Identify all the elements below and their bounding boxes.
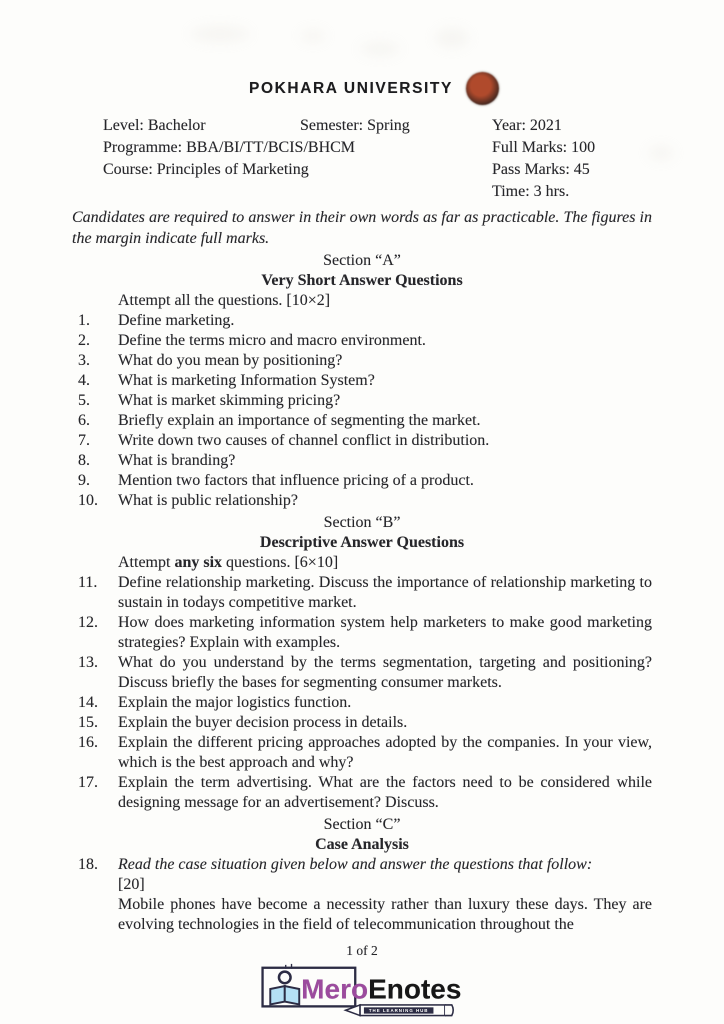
question-number: 3. [78, 352, 90, 369]
question-body [118, 693, 652, 713]
meroenotes-logo [259, 961, 465, 1017]
question-body [118, 573, 652, 613]
page-title: POKHARA UNIVERSITY [249, 79, 453, 97]
scan-smudge [648, 146, 674, 160]
attempt-prefix: Attempt [118, 554, 175, 571]
question-text: Define the terms micro and macro environment. [118, 332, 426, 349]
year-field: Year: 2021 [492, 117, 562, 134]
question-number: 2. [78, 332, 90, 349]
question-row [72, 491, 652, 511]
question-row [72, 371, 652, 391]
question-text: Mobile phones have become a necessity rather than luxury these days. They are evolving technologies in the field of telecommunication throughout the [118, 896, 652, 933]
question-text: Briefly explain an importance of segmenting the market. [118, 412, 481, 429]
question-number: 17. [78, 774, 98, 791]
section-c-title: Case Analysis [315, 836, 409, 853]
section-b-attempt-note [118, 553, 652, 573]
header [84, 0, 664, 105]
question-row [72, 311, 652, 331]
question-body [118, 773, 652, 813]
question-row [72, 431, 652, 451]
question-body [118, 855, 652, 935]
question-text: Define relationship marketing. Discuss the importance of relationship marketing to sustain in todays competitive market. [118, 574, 652, 611]
question-text: How does marketing information system help marketers to make good marketing strategies? Explain with examples. [118, 614, 652, 651]
question-number: 13. [78, 654, 98, 671]
section-a-questions [72, 311, 652, 511]
section-b-label: Section “B” [323, 514, 401, 531]
question-text: What is marketing Information System? [118, 372, 375, 389]
semester-field: Semester: Spring [300, 117, 410, 134]
question-body [118, 733, 652, 773]
question-text: Explain the major logistics function. [118, 694, 352, 711]
question-number: 12. [78, 614, 98, 631]
question-row [72, 713, 652, 733]
question-row [72, 471, 652, 491]
question-body [118, 311, 652, 331]
question-number: 14. [78, 694, 98, 711]
question-number: 6. [78, 412, 90, 429]
attempt-suffix: questions. [6×10] [222, 554, 339, 571]
question-text: Define marketing. [118, 312, 235, 329]
section-a-title: Very Short Answer Questions [261, 272, 463, 289]
question-row [72, 773, 652, 813]
question-row [72, 855, 652, 935]
logo-wordmark [301, 974, 461, 1005]
pass-marks-field: Pass Marks: 45 [492, 161, 590, 178]
question-row [72, 693, 652, 713]
question-body [118, 491, 652, 511]
question-row [72, 351, 652, 371]
question-text: Explain the buyer decision process in details. [118, 714, 408, 731]
question-text: What is branding? [118, 452, 236, 469]
question-body [118, 431, 652, 451]
question-body [118, 713, 652, 733]
section-b-questions [72, 573, 652, 813]
section-b-title: Descriptive Answer Questions [259, 534, 465, 551]
attempt-bold: any six [174, 554, 223, 571]
question-body [118, 653, 652, 693]
exam-info-grid [72, 115, 652, 203]
question-text: Mention two factors that influence pricing of a product. [118, 472, 474, 489]
logo-enotes-text: Enotes [368, 973, 462, 1005]
question-text: [20] [118, 876, 145, 893]
question-row [72, 451, 652, 471]
question-row [72, 391, 652, 411]
question-body [118, 331, 652, 351]
page-number: 1 of 2 [346, 943, 378, 958]
section-a-label: Section “A” [323, 252, 401, 269]
question-text: What do you mean by positioning? [118, 352, 343, 369]
question-number: 16. [78, 734, 98, 751]
question-row [72, 331, 652, 351]
question-number: 18. [78, 856, 98, 873]
logo-mero-text: Mero [301, 973, 369, 1005]
programme-field: Programme: BBA/BI/TT/BCIS/BHCM [103, 139, 356, 156]
question-number: 8. [78, 452, 90, 469]
question-number: 10. [78, 492, 98, 509]
logo-tagline: THE LEARNING HUB [368, 1008, 429, 1014]
attempt-prefix: Attempt all the questions. [10×2] [118, 292, 331, 309]
pencil-banner-icon [346, 1005, 454, 1016]
question-number: 1. [78, 312, 90, 329]
question-row [72, 411, 652, 431]
question-body [118, 391, 652, 411]
question-body [118, 351, 652, 371]
question-row [72, 573, 652, 613]
question-body [118, 451, 652, 471]
question-body [118, 613, 652, 653]
question-text: What do you understand by the terms segmentation, targeting and positioning? Discuss briefly the bases for segmenting consumer markets. [118, 654, 652, 691]
question-row [72, 733, 652, 773]
question-text: Write down two causes of channel conflict in distribution. [118, 432, 490, 449]
section-c-questions [72, 855, 652, 935]
course-field: Course: Principles of Marketing [103, 161, 309, 178]
question-text: Read the case situation given below and answer the questions that follow: [118, 856, 593, 873]
question-number: 7. [78, 432, 90, 449]
question-number: 4. [78, 372, 90, 389]
question-text: What is market skimming pricing? [118, 392, 341, 409]
time-field: Time: 3 hrs. [492, 183, 570, 200]
section-a-attempt-note [118, 291, 652, 311]
question-text: Explain the term advertising. What are the factors need to be considered while designing message for an advertisement? Discuss. [118, 774, 652, 811]
university-seal-icon [466, 72, 499, 105]
section-c-label: Section “C” [323, 816, 401, 833]
question-row [72, 653, 652, 693]
question-body [118, 371, 652, 391]
question-body [118, 411, 652, 431]
level-field: Level: Bachelor [103, 117, 206, 134]
full-marks-field: Full Marks: 100 [492, 139, 596, 156]
footer-logo [72, 961, 652, 1017]
question-number: 15. [78, 714, 98, 731]
question-number: 5. [78, 392, 90, 409]
question-row [72, 613, 652, 653]
candidate-instructions: Candidates are required to answer in their own words as far as practicable. The figures in the margin indicate full marks. [72, 209, 652, 247]
question-body [118, 471, 652, 491]
question-number: 11. [78, 574, 98, 591]
question-text: Explain the different pricing approaches adopted by the companies. In your view, which is the best approach and why? [118, 734, 652, 771]
question-number: 9. [78, 472, 90, 489]
question-text: What is public relationship? [118, 492, 298, 509]
